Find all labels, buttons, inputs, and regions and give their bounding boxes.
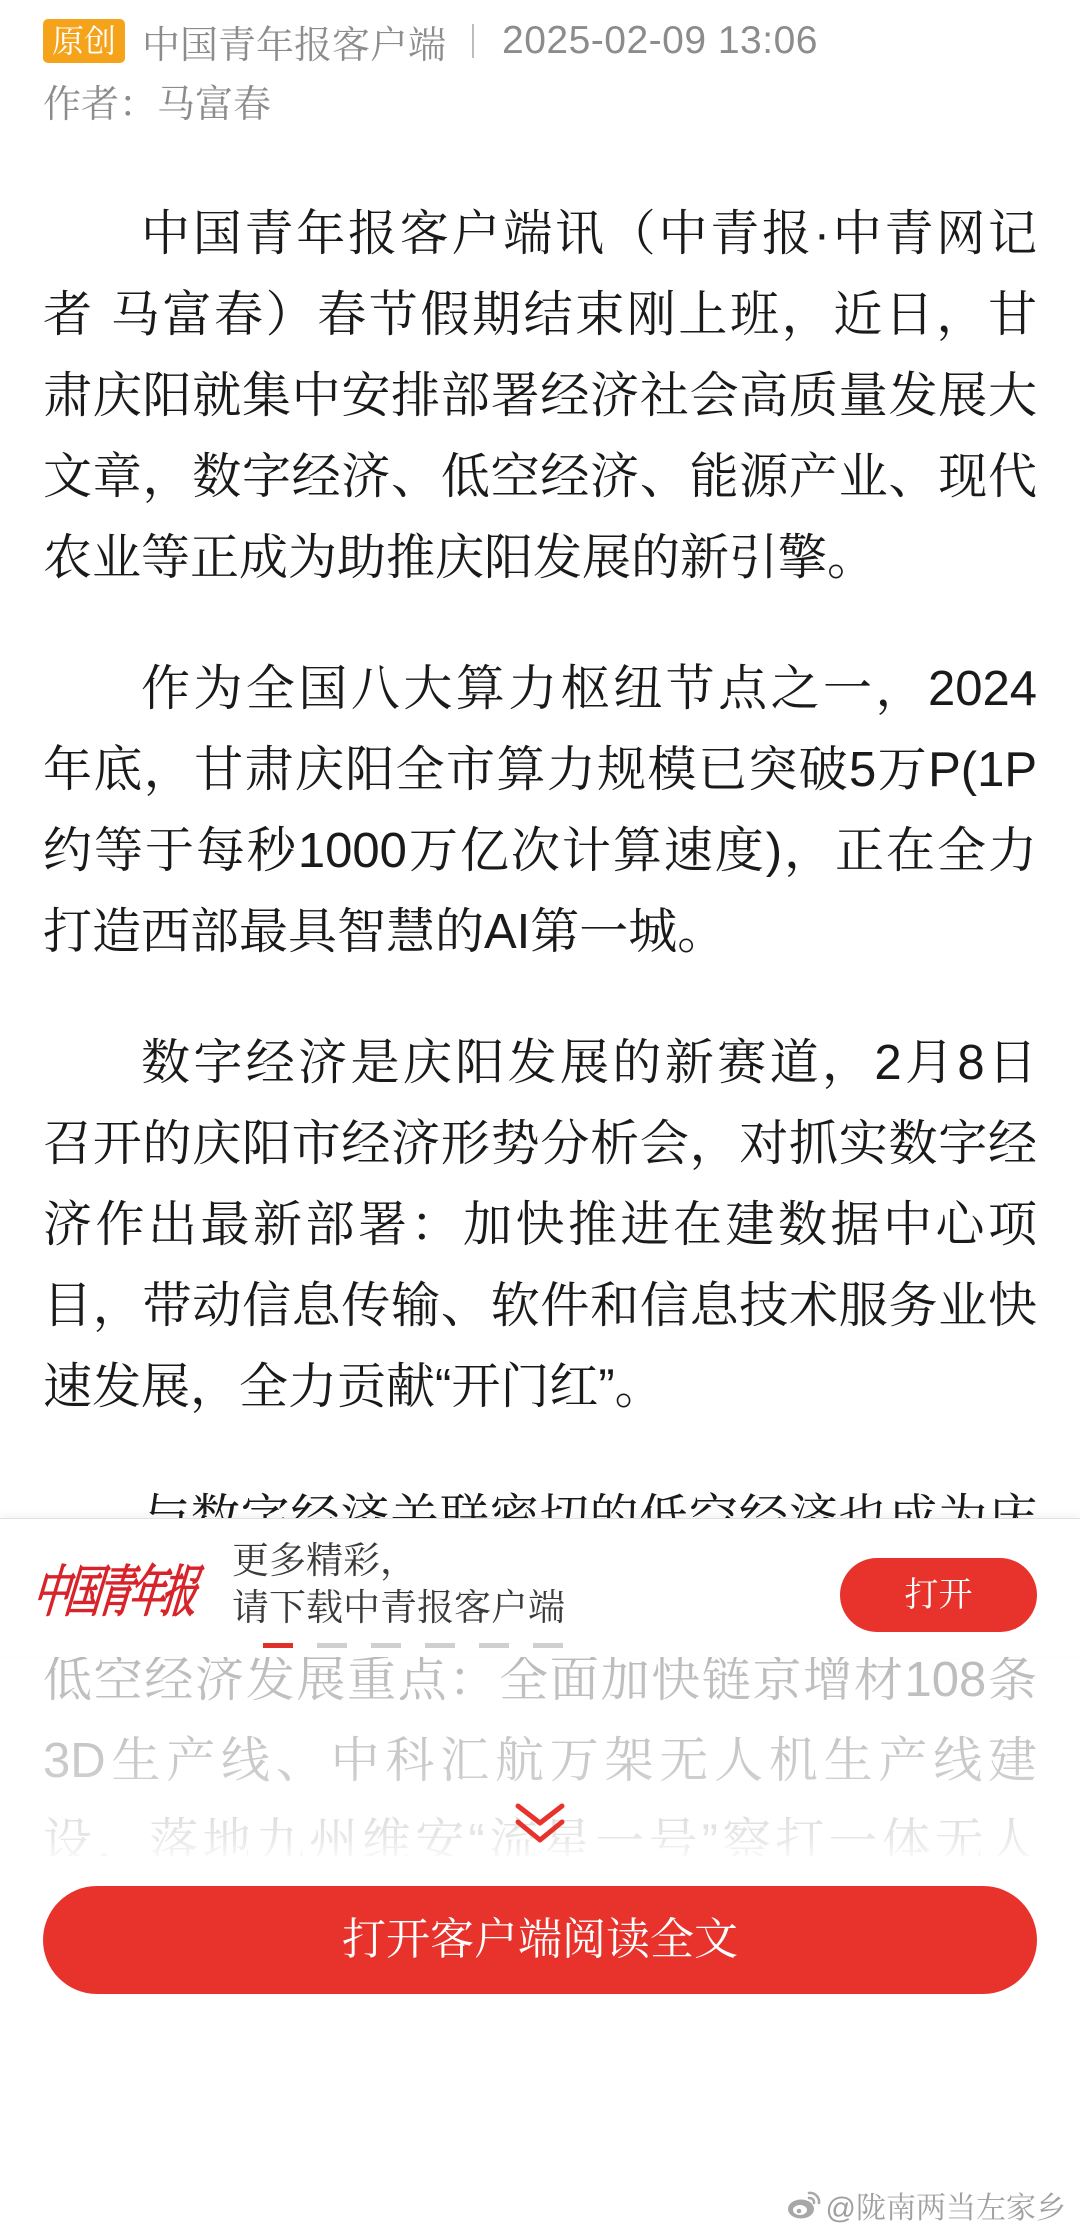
- carousel-indicator: [317, 1643, 347, 1648]
- weibo-icon: [786, 2190, 822, 2220]
- carousel-indicator: [263, 1643, 293, 1648]
- text-line: 约等于每秒1000万亿次计算速度)，正在全力: [43, 824, 1037, 878]
- paragraph: [43, 1023, 1037, 1428]
- text-line: 速发展，全力贡献“开门红”。: [43, 1360, 664, 1414]
- watermark: [786, 2186, 1066, 2224]
- original-badge: 原创: [43, 19, 125, 63]
- paragraph: [43, 194, 1037, 599]
- text-line: 年底，甘肃庆阳全市算力规模已突破5万P(1P: [43, 743, 1037, 797]
- text-line: 肃庆阳就集中安排部署经济社会高质量发展大: [43, 369, 1037, 423]
- watermark-text: @陇南两当左家乡: [825, 2192, 1066, 2225]
- app-download-banner: [0, 1518, 1080, 1657]
- carousel-indicator: [371, 1643, 401, 1648]
- text-line: 农业等正成为助推庆阳发展的新引擎。: [43, 531, 877, 585]
- text-line: 数字经济是庆阳发展的新赛道，2月8日: [141, 1036, 1037, 1090]
- author-label: 作者：: [43, 84, 158, 126]
- text-line: 中国青年报客户端讯（中青报·中青网记: [141, 207, 1037, 261]
- text-line: 打造西部最具智慧的AI第一城。: [43, 905, 727, 959]
- text-line: 济作出最新部署：加快推进在建数据中心项: [43, 1198, 1037, 1252]
- double-chevron-down-icon[interactable]: [513, 1801, 567, 1845]
- promo-text-line2: 请下载中青报客户端: [232, 1587, 565, 1628]
- text-line: 者 马富春）春节假期结束刚上班，近日，甘: [43, 288, 1037, 342]
- carousel-indicator: [533, 1643, 563, 1648]
- brand-logo: 中国青年报: [29, 1559, 199, 1625]
- paragraph: [43, 649, 1037, 973]
- text-line: 作为全国八大算力枢纽节点之一，2024: [141, 662, 1037, 716]
- text-line: 目，带动信息传输、软件和信息技术服务业快: [43, 1279, 1037, 1333]
- carousel-indicators: [263, 1643, 563, 1648]
- carousel-indicator: [425, 1643, 455, 1648]
- open-app-button[interactable]: 打开: [840, 1558, 1037, 1632]
- read-full-article-button[interactable]: 打开客户端阅读全文: [43, 1886, 1037, 1994]
- text-line: 文章，数字经济、低空经济、能源产业、现代: [43, 450, 1037, 504]
- text-line: 召开的庆阳市经济形势分析会，对抓实数字经: [43, 1117, 1037, 1171]
- author-name: 马富春: [157, 84, 272, 126]
- promo-text-line1: 更多精彩，: [232, 1540, 417, 1581]
- source-name: 中国青年报客户端: [142, 24, 447, 67]
- carousel-indicator: [479, 1643, 509, 1648]
- publish-datetime: 2025-02-09 13:06: [502, 19, 818, 62]
